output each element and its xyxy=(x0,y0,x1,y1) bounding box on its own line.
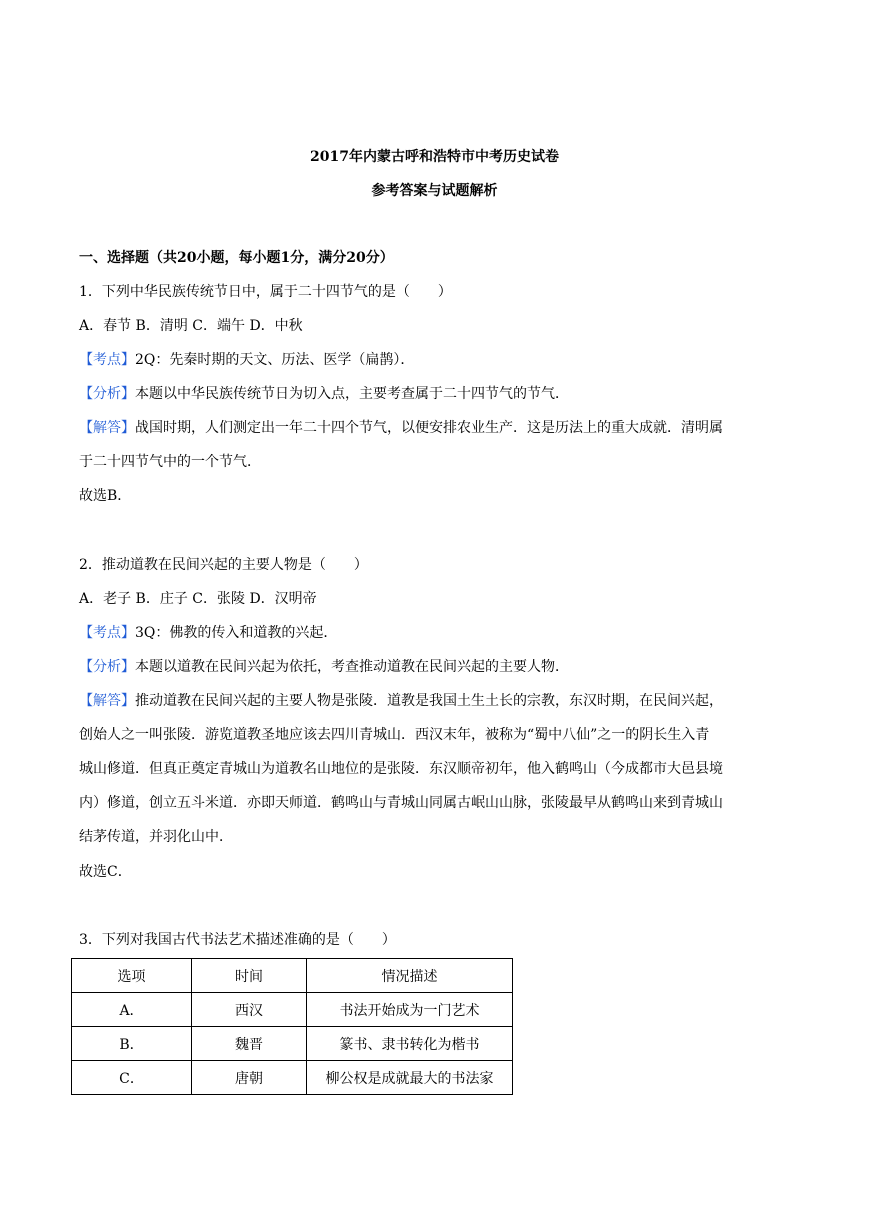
q2-jieda-text-4: 内）修道，创立五斗米道．亦即天师道．鹤鸣山与青城山同属古岷山山脉，张陵最早从鹤鸣山来到青城山 xyxy=(79,795,723,811)
table-header-cell: 时间 xyxy=(192,959,307,993)
q2-fenxi-text: 本题以道教在民间兴起为依托，考查推动道教在民间兴起的主要人物． xyxy=(135,659,569,675)
q2-kaodian-text: 3Q：佛教的传入和道教的兴起． xyxy=(135,625,338,641)
q2-answer: 故选C． xyxy=(79,864,132,880)
kaodian-tag: 【考点】 xyxy=(79,625,135,641)
section-heading: 一、选择题（共20小题，每小题1分，满分20分） xyxy=(79,250,394,266)
q2-jieda-text-2: 创始人之一叫张陵．游览道教圣地应该去四川青城山．西汉末年，被称为“蜀中八仙”之一的阴长生入青 xyxy=(79,727,710,743)
table-cell: 唐朝 xyxy=(192,1061,307,1095)
q3-options-table xyxy=(71,958,513,1095)
q2-options: A．老子 B．庄子 C．张陵 D．汉明帝 xyxy=(79,591,317,607)
q1-kaodian-text: 2Q：先秦时期的天文、历法、医学（扁鹊）． xyxy=(135,352,415,368)
table-header-cell: 情况描述 xyxy=(307,959,513,993)
q2-jieda-text-1: 推动道教在民间兴起的主要人物是张陵．道教是我国土生土长的宗教，东汉时期，在民间兴起， xyxy=(135,693,723,709)
q1-stem: 1．下列中华民族传统节日中，属于二十四节气的是（ ） xyxy=(79,284,452,300)
table-row xyxy=(72,1027,513,1061)
table-cell: 篆书、隶书转化为楷书 xyxy=(307,1027,513,1061)
q2-kaodian xyxy=(79,623,337,643)
q1-answer: 故选B． xyxy=(79,488,132,504)
document-subtitle: 参考答案与试题解析 xyxy=(371,183,498,199)
q1-options: A．春节 B．清明 C．端午 D．中秋 xyxy=(79,318,303,334)
q2-jieda xyxy=(79,691,723,711)
fenxi-tag: 【分析】 xyxy=(79,659,135,675)
jieda-tag: 【解答】 xyxy=(79,693,135,709)
table-row xyxy=(72,1061,513,1095)
q2-fenxi xyxy=(79,657,569,677)
q2-jieda-text-3: 城山修道．但真正奠定青城山为道教名山地位的是张陵．东汉顺帝初年，他入鹤鸣山（今成都市大邑县境 xyxy=(79,761,723,777)
table-cell: A． xyxy=(72,993,192,1027)
table-header-cell: 选项 xyxy=(72,959,192,993)
table-cell: 西汉 xyxy=(192,993,307,1027)
document-title: 2017年内蒙古呼和浩特市中考历史试卷 xyxy=(310,149,559,165)
table-cell: 魏晋 xyxy=(192,1027,307,1061)
q1-jieda-text-1: 战国时期，人们测定出一年二十四个节气，以便安排农业生产．这是历法上的重大成就．清明属 xyxy=(135,420,723,436)
q1-fenxi-text: 本题以中华民族传统节日为切入点，主要考查属于二十四节气的节气． xyxy=(135,386,569,402)
q1-jieda-text-2: 于二十四节气中的一个节气． xyxy=(79,454,261,470)
table-cell: 柳公权是成就最大的书法家 xyxy=(307,1061,513,1095)
kaodian-tag: 【考点】 xyxy=(79,352,135,368)
q1-kaodian xyxy=(79,350,414,370)
q3-stem: 3．下列对我国古代书法艺术描述准确的是（ ） xyxy=(79,932,396,948)
jieda-tag: 【解答】 xyxy=(79,420,135,436)
table-cell: 书法开始成为一门艺术 xyxy=(307,993,513,1027)
q2-stem: 2．推动道教在民间兴起的主要人物是（ ） xyxy=(79,557,368,573)
q2-jieda-text-5: 结茅传道，并羽化山中． xyxy=(79,829,233,845)
table-header-row xyxy=(72,959,513,993)
q1-jieda xyxy=(79,418,723,438)
fenxi-tag: 【分析】 xyxy=(79,386,135,402)
table-row xyxy=(72,993,513,1027)
q1-fenxi xyxy=(79,384,569,404)
table-cell: B． xyxy=(72,1027,192,1061)
table-cell: C． xyxy=(72,1061,192,1095)
